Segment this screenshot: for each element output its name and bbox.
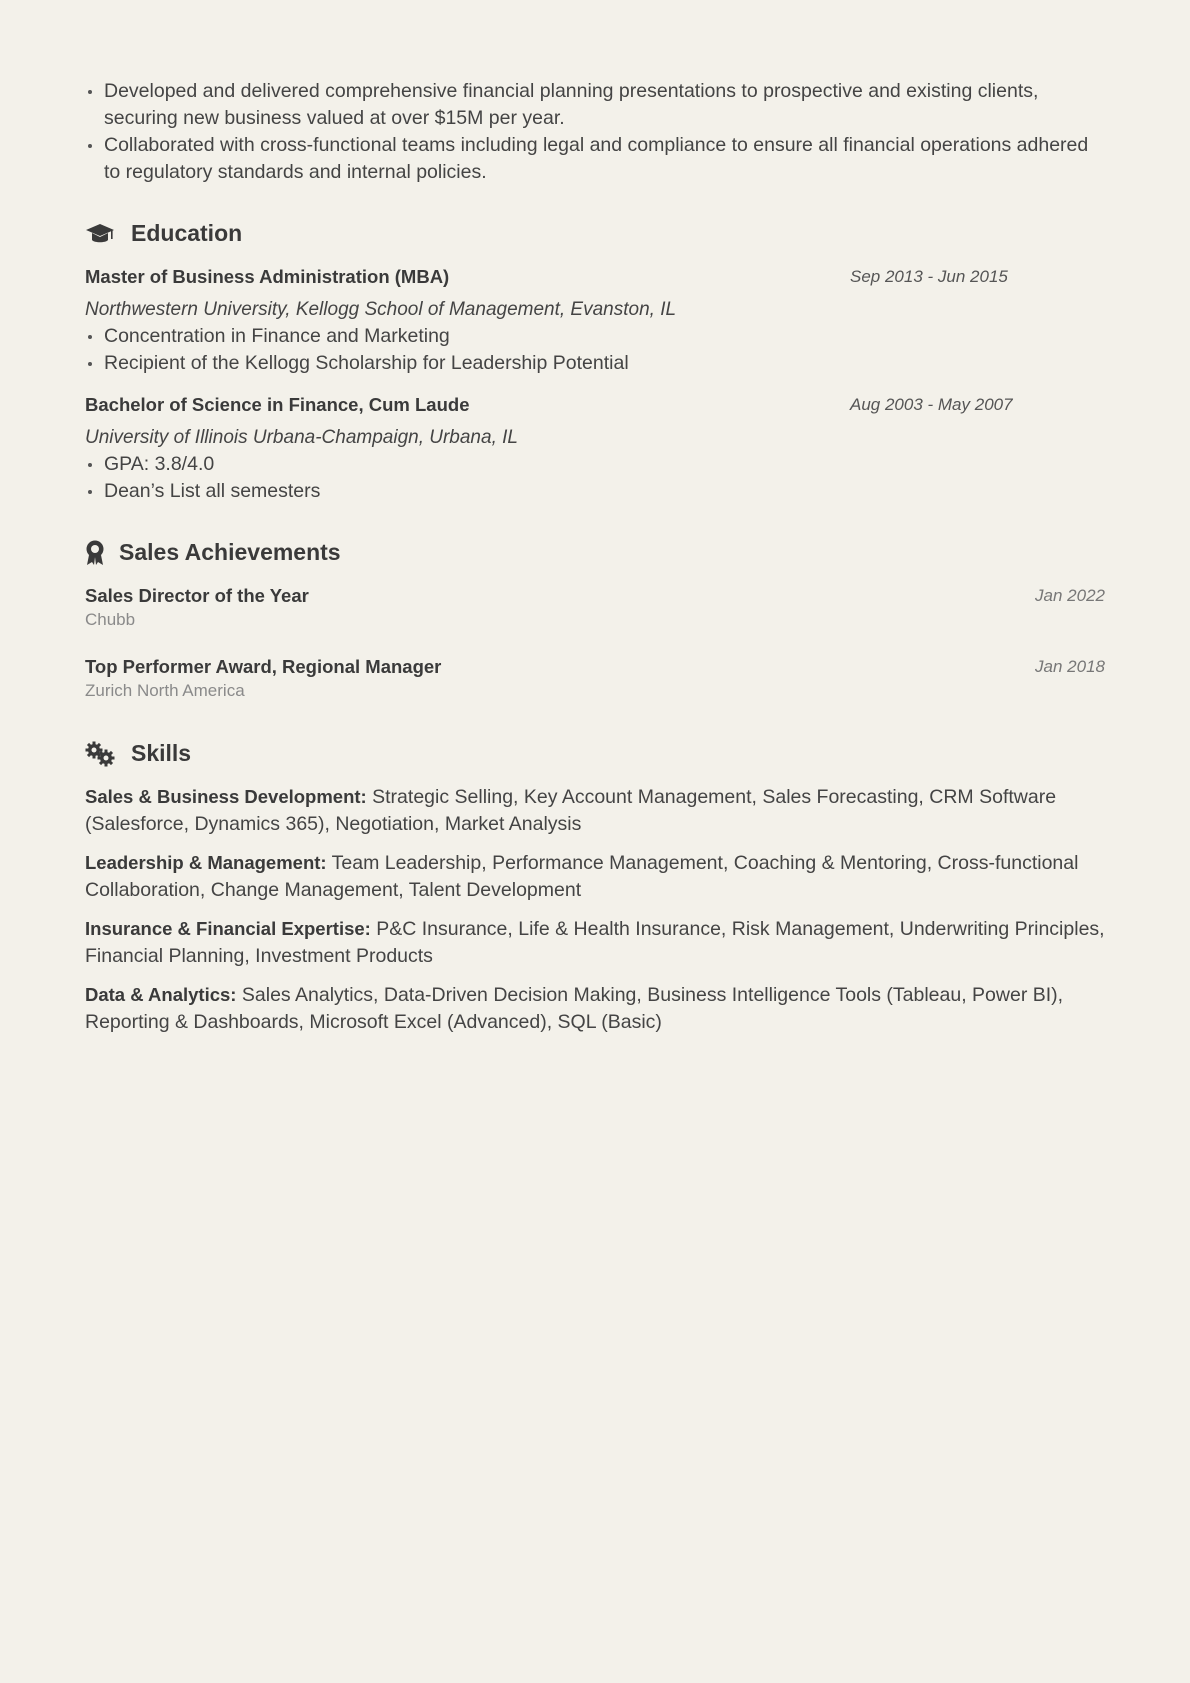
award-organization: Zurich North America [85,681,245,700]
list-item: GPA: 3.8/4.0 [104,451,1105,478]
list-item: Recipient of the Kellogg Scholarship for Leadership Potential [104,350,1105,377]
education-bullets [85,451,1105,505]
skill-group-label: Data & Analytics: [85,984,237,1005]
award-ribbon-icon [85,540,119,566]
award-date: Jan 2018 [1035,657,1105,676]
list-item: Collaborated with cross-functional teams including legal and compliance to ensure all financial operations adhered to regulatory standards and internal policies. [104,132,1105,186]
skill-group-text: Team Leadership, Performance Management, Coaching & Mentoring, Cross-functional Collaboration, Change Management, Talent Development [85,852,1079,901]
skill-group [85,783,1105,838]
education-entry [85,263,1105,377]
section-title: Skills [131,740,192,766]
award-title: Sales Director of the Year [85,585,309,606]
award-organization: Chubb [85,610,136,629]
skills-list [85,783,1105,1036]
resume-page [85,78,1105,1047]
skills-heading [85,740,1105,767]
skill-group [85,915,1105,970]
degree-title: Master of Business Administration (MBA) [85,266,450,287]
section-title: Sales Achievements [119,539,341,565]
skill-group-label: Insurance & Financial Expertise: [85,918,371,939]
degree-title: Bachelor of Science in Finance, Cum Laude [85,394,470,415]
skill-group [85,981,1105,1036]
date-range: Sep 2013 - Jun 2015 [850,267,1008,286]
skill-group-label: Leadership & Management: [85,852,327,873]
list-item: Developed and delivered comprehensive financial planning presentations to prospective and existing clients, securing new business valued at over $15M per year. [104,78,1105,132]
list-item: Concentration in Finance and Marketing [104,323,1105,350]
school-name: Northwestern University, Kellogg School of Management, Evanston, IL [85,299,677,320]
graduation-cap-icon [85,222,131,246]
experience-bullets [85,78,1105,186]
skill-group-text: P&C Insurance, Life & Health Insurance, Risk Management, Underwriting Principles, Financial Planning, Investment Products [85,918,1105,967]
award-title: Top Performer Award, Regional Manager [85,656,442,677]
gears-icon [85,741,131,767]
education-bullets [85,323,1105,377]
education-entry [85,391,1105,505]
achievement-entry [85,653,1105,702]
achievement-entry [85,582,1105,631]
date-range: Aug 2003 - May 2007 [850,395,1013,414]
award-date: Jan 2022 [1035,586,1105,605]
achievements-heading [85,539,1105,566]
section-title: Education [131,220,243,246]
skill-group-text: Sales Analytics, Data-Driven Decision Making, Business Intelligence Tools (Tableau, Power BI), Reporting & Dashboards, Microsoft Excel (Advanced), SQL (Basic) [85,984,1064,1033]
list-item: Dean’s List all semesters [104,478,1105,505]
skill-group [85,849,1105,904]
school-name: University of Illinois Urbana-Champaign, Urbana, IL [85,427,518,448]
education-heading [85,220,1105,247]
skill-group-label: Sales & Business Development: [85,786,367,807]
skill-group-text: Strategic Selling, Key Account Management, Sales Forecasting, CRM Software (Salesforce, Dynamics 365), Negotiation, Market Analysis [85,786,1057,835]
